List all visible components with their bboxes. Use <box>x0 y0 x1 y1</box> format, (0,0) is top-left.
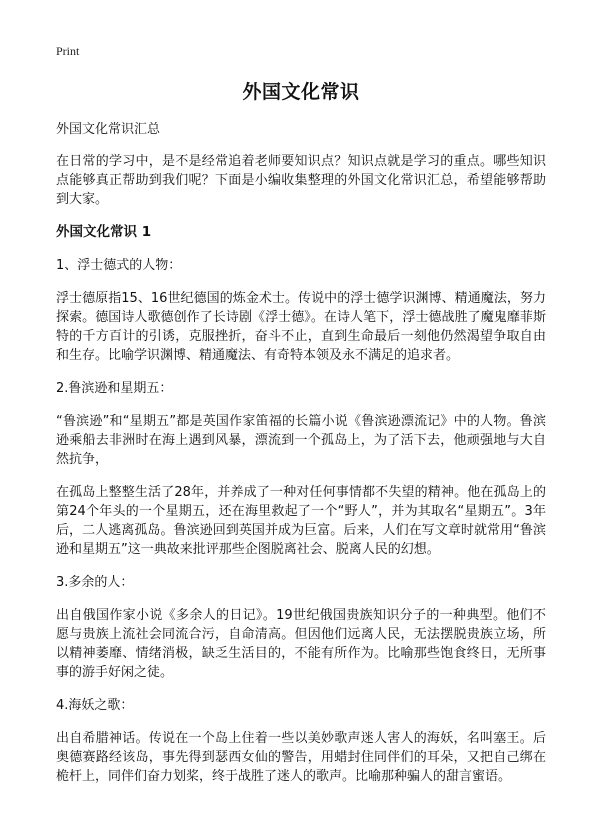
intro-subtitle: 外国文化常识汇总 <box>56 122 161 137</box>
item-paragraph-faust: 浮士德原指15、16世纪德国的炼金术士。传说中的浮士德学识渊博、精通魔法，努力探索。德国诗人歌德创作了长诗剧《浮士德》。在诗人笔下，浮士德战胜了魔鬼靡菲斯特的千方百计的引诱，克服挫折，奋斗不止，直到生命最后一刻他仍然渴望争取自由和生存。比喻学识渊博、精通魔法、有奇特本领及永不满足的追求者。 <box>56 291 546 363</box>
item-paragraph-robinson-1: “鲁滨逊”和“星期五”都是英国作家笛福的长篇小说《鲁滨逊漂流记》中的人物。鲁滨逊乘船去非洲时在海上遇到风暴，漂流到一个孤岛上，为了活下去，他顽强地与大自然抗争， <box>56 414 546 467</box>
print-label: Print <box>56 44 80 58</box>
intro-paragraph: 在日常的学习中，是不是经常追着老师要知识点？知识点就是学习的重点。哪些知识点能够真正帮助到我们呢？下面是小编收集整理的外国文化常识汇总，希望能够帮助到大家。 <box>56 154 546 207</box>
item-title-siren-song: 4.海妖之歌： <box>56 698 134 713</box>
item-paragraph-robinson-2: 在孤岛上整整生活了28年，并养成了一种对任何事情都不失望的精神。他在孤岛上的第24个年头的一个星期五，还在海里救起了一个“野人”，并为其取名“星期五”。3年后，二人逃离孤岛。鲁滨逊回到英国并成为巨富。后来，人们在写文章时就常用“鲁滨逊和星期五”这一典故来批评那些企图脱离社会、脱离人民的幻想。 <box>56 485 546 557</box>
section-heading: 外国文化常识 1 <box>56 224 152 240</box>
item-paragraph-siren-song: 出自希腊神话。传说在一个岛上住着一些以美妙歌声迷人害人的海妖，名叫塞王。后奥德赛路经该岛，事先得到瑟西女仙的警告，用蜡封住同伴们的耳朵，又把自己绑在桅杆上，同伴们奋力划桨，终于战胜了迷人的歌声。比喻那种骗人的甜言蜜语。 <box>56 731 546 784</box>
item-title-faust: 1、浮士德式的人物： <box>56 258 182 273</box>
item-paragraph-superfluous-man: 出自俄国作家小说《多余人的日记》。19世纪俄国贵族知识分子的一种典型。他们不愿与贵族上流社会同流合污，自命清高。但因他们远离人民，无法摆脱贵族立场，所以精神萎靡、情绪消极，缺乏生活目的，不能有所作为。比喻那些饱食终日，无所事事的游手好闲之徒。 <box>56 608 546 680</box>
item-title-robinson: 2.鲁滨逊和星期五： <box>56 381 173 396</box>
page-title: 外国文化常识 <box>242 81 360 103</box>
item-title-superfluous-man: 3.多余的人： <box>56 575 134 590</box>
